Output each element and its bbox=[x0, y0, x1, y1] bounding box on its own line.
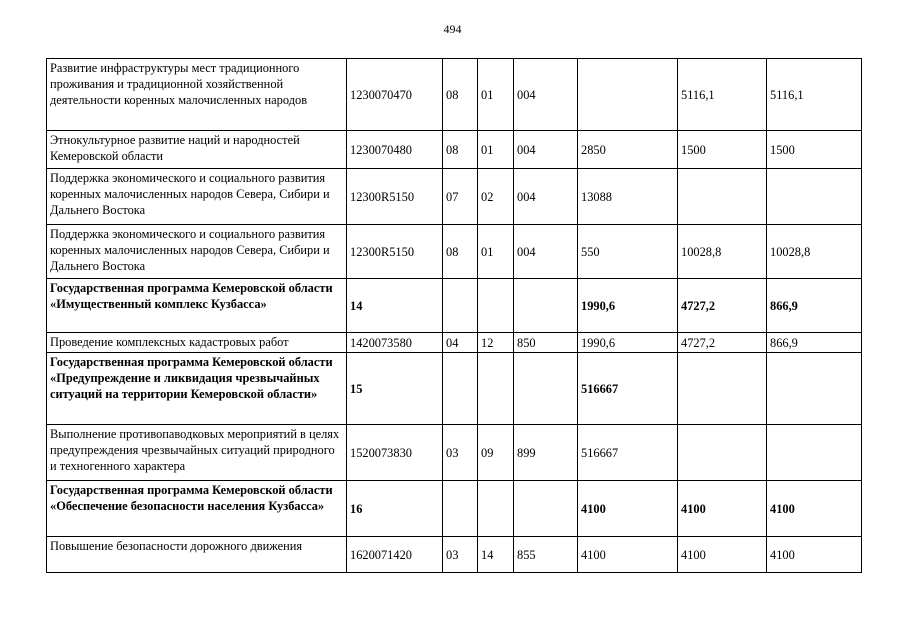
cell-value-3 bbox=[767, 353, 862, 425]
cell-type: 004 bbox=[514, 225, 578, 279]
cell-value-1: 1990,6 bbox=[578, 333, 678, 353]
budget-table bbox=[46, 58, 862, 573]
cell-type: 004 bbox=[514, 131, 578, 169]
cell-type: 004 bbox=[514, 59, 578, 131]
table-row bbox=[47, 59, 862, 131]
cell-code: 15 bbox=[347, 353, 443, 425]
cell-value-3: 866,9 bbox=[767, 279, 862, 333]
cell-code: 12300R5150 bbox=[347, 225, 443, 279]
cell-value-3 bbox=[767, 169, 862, 225]
cell-code: 16 bbox=[347, 481, 443, 537]
cell-value-2: 4100 bbox=[678, 481, 767, 537]
cell-section: 03 bbox=[443, 425, 478, 481]
cell-subsection bbox=[478, 279, 514, 333]
cell-name: Повышение безопасности дорожного движения bbox=[47, 537, 347, 573]
cell-value-2 bbox=[678, 169, 767, 225]
cell-subsection: 01 bbox=[478, 225, 514, 279]
cell-subsection: 01 bbox=[478, 131, 514, 169]
cell-type: 855 bbox=[514, 537, 578, 573]
cell-subsection bbox=[478, 353, 514, 425]
table-row bbox=[47, 333, 862, 353]
cell-value-3: 866,9 bbox=[767, 333, 862, 353]
cell-subsection: 02 bbox=[478, 169, 514, 225]
cell-subsection: 01 bbox=[478, 59, 514, 131]
cell-section bbox=[443, 279, 478, 333]
table-row bbox=[47, 537, 862, 573]
cell-subsection bbox=[478, 481, 514, 537]
cell-type: 850 bbox=[514, 333, 578, 353]
cell-value-2 bbox=[678, 425, 767, 481]
cell-section bbox=[443, 481, 478, 537]
cell-subsection: 14 bbox=[478, 537, 514, 573]
cell-section: 08 bbox=[443, 225, 478, 279]
table-row bbox=[47, 279, 862, 333]
cell-code: 14 bbox=[347, 279, 443, 333]
cell-type: 004 bbox=[514, 169, 578, 225]
cell-code: 1620071420 bbox=[347, 537, 443, 573]
cell-section: 03 bbox=[443, 537, 478, 573]
cell-name: Поддержка экономического и социального развития коренных малочисленных народов Севера, Сибири и Дальнего Востока bbox=[47, 169, 347, 225]
cell-value-1: 1990,6 bbox=[578, 279, 678, 333]
cell-value-3: 4100 bbox=[767, 481, 862, 537]
cell-name: Поддержка экономического и социального развития коренных малочисленных народов Севера, Сибири и Дальнего Востока bbox=[47, 225, 347, 279]
cell-value-3: 4100 bbox=[767, 537, 862, 573]
cell-value-1: 550 bbox=[578, 225, 678, 279]
table-body bbox=[47, 59, 862, 573]
cell-subsection: 09 bbox=[478, 425, 514, 481]
cell-code: 1230070470 bbox=[347, 59, 443, 131]
cell-code: 1520073830 bbox=[347, 425, 443, 481]
table-row bbox=[47, 481, 862, 537]
page-number: 494 bbox=[443, 22, 462, 36]
cell-section bbox=[443, 353, 478, 425]
cell-code: 1230070480 bbox=[347, 131, 443, 169]
cell-value-3: 10028,8 bbox=[767, 225, 862, 279]
cell-section: 08 bbox=[443, 59, 478, 131]
cell-subsection: 12 bbox=[478, 333, 514, 353]
cell-type bbox=[514, 481, 578, 537]
cell-section: 04 bbox=[443, 333, 478, 353]
cell-value-2 bbox=[678, 353, 767, 425]
cell-name: Государственная программа Кемеровской области «Имущественный комплекс Кузбасса» bbox=[47, 279, 347, 333]
table-row bbox=[47, 225, 862, 279]
cell-name: Проведение комплексных кадастровых работ bbox=[47, 333, 347, 353]
cell-value-1: 13088 bbox=[578, 169, 678, 225]
cell-value-2: 1500 bbox=[678, 131, 767, 169]
cell-section: 08 bbox=[443, 131, 478, 169]
cell-value-2: 10028,8 bbox=[678, 225, 767, 279]
cell-value-3 bbox=[767, 425, 862, 481]
cell-value-1: 516667 bbox=[578, 425, 678, 481]
cell-code: 12300R5150 bbox=[347, 169, 443, 225]
cell-code: 1420073580 bbox=[347, 333, 443, 353]
cell-value-2: 4100 bbox=[678, 537, 767, 573]
table-row bbox=[47, 169, 862, 225]
cell-name: Государственная программа Кемеровской области «Предупреждение и ликвидация чрезвычайных ситуаций на территории Кемеровской области» bbox=[47, 353, 347, 425]
cell-type bbox=[514, 353, 578, 425]
cell-value-1: 4100 bbox=[578, 537, 678, 573]
cell-value-1 bbox=[578, 59, 678, 131]
cell-value-2: 4727,2 bbox=[678, 333, 767, 353]
table-row bbox=[47, 425, 862, 481]
cell-name: Этнокультурное развитие наций и народностей Кемеровской области bbox=[47, 131, 347, 169]
cell-value-2: 4727,2 bbox=[678, 279, 767, 333]
cell-type bbox=[514, 279, 578, 333]
cell-name: Выполнение противопаводковых мероприятий в целях предупреждения чрезвычайных ситуаций природного и техногенного характера bbox=[47, 425, 347, 481]
cell-value-3: 5116,1 bbox=[767, 59, 862, 131]
cell-value-2: 5116,1 bbox=[678, 59, 767, 131]
cell-value-1: 2850 bbox=[578, 131, 678, 169]
table-row bbox=[47, 131, 862, 169]
cell-type: 899 bbox=[514, 425, 578, 481]
cell-value-1: 516667 bbox=[578, 353, 678, 425]
cell-value-3: 1500 bbox=[767, 131, 862, 169]
cell-name: Развитие инфраструктуры мест традиционного проживания и традиционной хозяйственной деятельности коренных малочисленных народов bbox=[47, 59, 347, 131]
cell-name: Государственная программа Кемеровской области «Обеспечение безопасности населения Кузбасса» bbox=[47, 481, 347, 537]
cell-section: 07 bbox=[443, 169, 478, 225]
cell-value-1: 4100 bbox=[578, 481, 678, 537]
table-row bbox=[47, 353, 862, 425]
